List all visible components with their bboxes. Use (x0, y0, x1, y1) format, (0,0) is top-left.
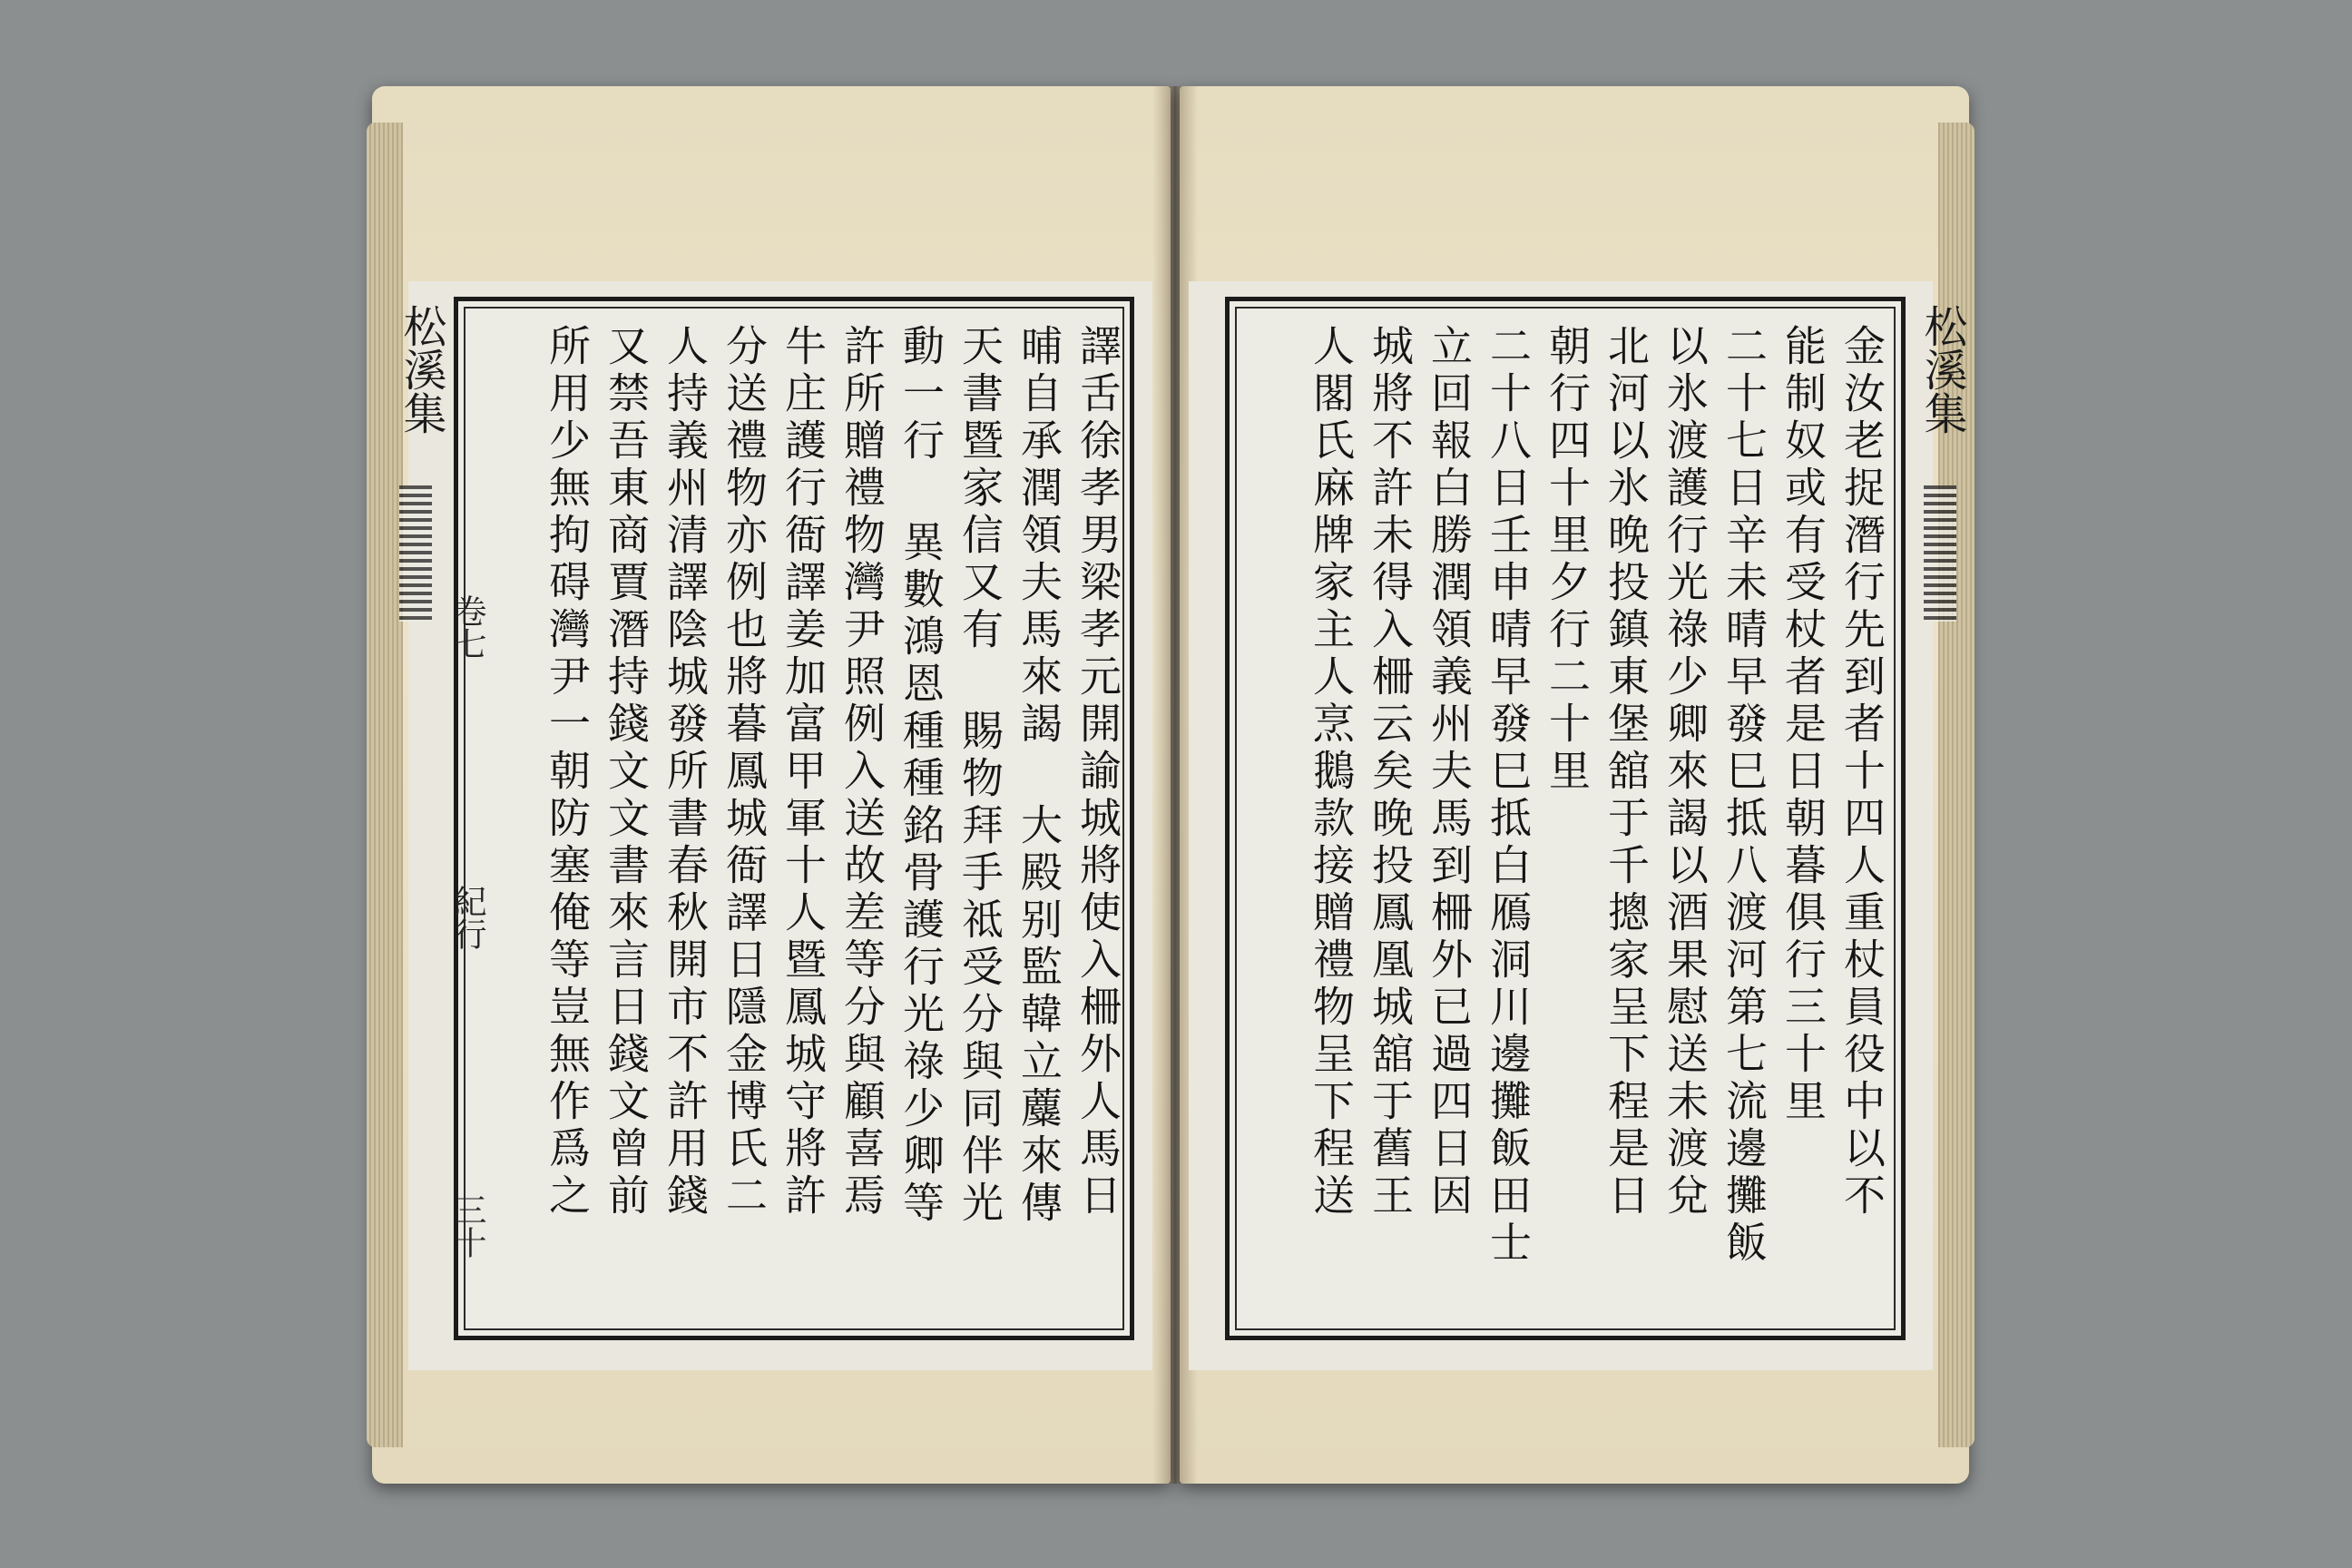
left-column-10: 所用少無拘碍灣尹一朝防塞俺等豈無作爲之 (543, 324, 592, 1220)
left-fishtail-mark (399, 485, 432, 622)
left-column-5: 許所贈禮物灣尹照例入送故差等分與顧喜焉 (838, 324, 887, 1220)
right-column-1: 金汝老捉潛行先到者十四人重杖員役中以不 (1838, 324, 1886, 1220)
right-column-5: 北河以氷晚投鎮東堡舘于千摠家呈下程是日 (1602, 324, 1651, 1220)
right-column-2: 能制奴或有受杖者是日朝暮俱行三十里 (1779, 324, 1828, 1126)
left-column-4: 動一行 異數鴻恩種種銘骨護行光祿少卿等 (897, 324, 946, 1228)
right-column-9: 城將不許未得入柵云矣晚投鳳凰城舘于舊王 (1366, 324, 1415, 1220)
left-column-2: 晡自承潤領夫馬來謁 大殿别監韓立蘪來傳 (1014, 324, 1063, 1228)
right-fishtail-mark (1924, 485, 1956, 622)
open-book (372, 86, 1969, 1502)
right-column-10: 人閣氏麻牌家主人烹鵝款接贈禮物呈下程送 (1307, 324, 1356, 1220)
right-column-6: 朝行四十里夕行二十里 (1543, 324, 1592, 796)
left-column-8: 人持義州清譯陰城發所書春秋開市不許用錢 (661, 324, 710, 1220)
right-column-3: 二十七日辛未晴早發巳抵八渡河第七流邊攤飯 (1720, 324, 1769, 1268)
right-column-8: 立回報白勝潤領義州夫馬到柵外已過四日因 (1425, 324, 1474, 1220)
left-title: 松溪集 (396, 304, 446, 435)
left-volume: 卷七 (449, 594, 486, 660)
right-column-7: 二十八日壬申晴早發巳抵白鴈洞川邊攤飯田士 (1484, 324, 1533, 1268)
left-column-9: 又禁吾東商賈潛持錢文文書來言日錢文曾前 (602, 324, 651, 1220)
left-page-number: 三十 (449, 1193, 486, 1259)
left-column-3: 天書暨家信又有 賜物拜手祗受分與同伴光 (956, 324, 1004, 1228)
left-column-1: 譯舌徐孝男梁孝元開諭城將使入柵外人馬日 (1073, 324, 1122, 1220)
left-section: 紀行 (449, 885, 486, 950)
left-column-6: 牛庄護行衙譯姜加富甲軍十人暨鳳城守將許 (779, 324, 828, 1220)
right-column-4: 以氷渡護行光祿少卿來謁以酒果慰送未渡兌 (1661, 324, 1710, 1220)
right-title: 松溪集 (1916, 304, 1967, 435)
left-column-7: 分送禮物亦例也將暮鳳城衙譯日隱金博氏二 (720, 324, 769, 1220)
